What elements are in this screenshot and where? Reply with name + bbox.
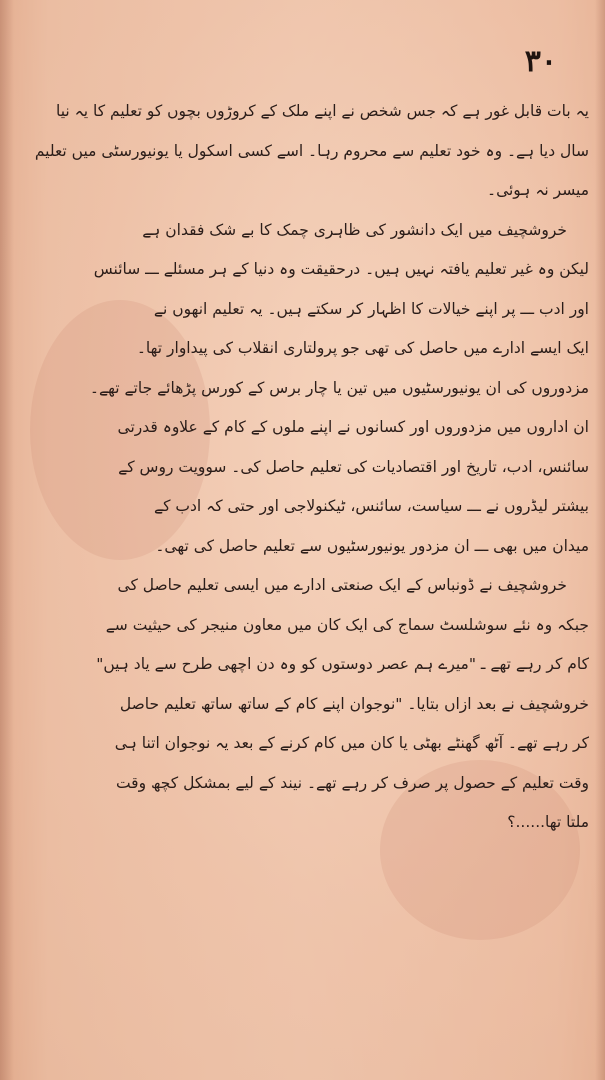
text-line: میدان میں بھی ـــ ان مزدور یونیورسٹیوں سے تعلیم حاصل کی تھی۔ <box>155 536 589 555</box>
text-line: سائنس، ادب، تاریخ اور اقتصادیات کی تعلیم حاصل کی۔ سوویت روس کے <box>118 457 589 476</box>
text-line: ملتا تھا......؟ <box>507 813 589 831</box>
text-line: یہ بات قابل غور ہے کہ جس شخص نے اپنے ملک کے کروڑوں بچوں کو تعلیم کا یہ نیا <box>56 102 589 120</box>
text-line: کر رہے تھے۔ آٹھ گھنٹے بھٹی یا کان میں کام کرنے کے بعد یہ نوجوان اتنا ہی <box>114 734 589 752</box>
text-line: وقت تعلیم کے حصول پر صرف کر رہے تھے۔ نیند کے لیے بمشکل کچھ وقت <box>115 773 589 792</box>
text-line: بیشتر لیڈروں نے ـــ سیاست، سائنس، ٹیکنولاجی اور حتی کہ ادب کے <box>154 497 589 515</box>
paragraph-start-line: خروشچیف نے ڈونباس کے ایک صنعتی ادارے میں ایسی تعلیم حاصل کی <box>117 576 567 594</box>
left-page-edge-shadow <box>0 0 14 1080</box>
text-line: میسر نہ ہوئی۔ <box>486 181 589 199</box>
text-line: مزدوروں کی ان یونیورسٹیوں میں تین یا چار برس کے کورس پڑھائے جاتے تھے۔ <box>89 378 589 397</box>
text-line: سال دیا ہے۔ وہ خود تعلیم سے محروم رہا۔ اسے کسی اسکول یا یونیورسٹی میں تعلیم <box>34 141 589 160</box>
text-line: ایک ایسے ادارے میں حاصل کی تھی جو پرولتاری انقلاب کی پیداوار تھا۔ <box>136 339 589 357</box>
text-line: جبکہ وہ نئے سوشلسٹ سماج کی ایک کان میں معاون منیجر کی حیثیت سے <box>105 615 589 634</box>
text-line: ان اداروں میں مزدوروں اور کسانوں نے اپنے ملوں کے کام کے علاوہ قدرتی <box>117 418 589 436</box>
text-line: کام کر رہے تھے ـ "میرے ہم عصر دوستوں کو وہ دن اچھی طرح سے یاد ہیں" <box>96 655 589 673</box>
right-page-edge-shadow <box>595 0 605 1080</box>
page-number: ۳۰ <box>524 44 557 79</box>
text-line: لیکن وہ غیر تعلیم یافتہ نہیں ہیں۔ درحقیقت وہ دنیا کے ہر مسئلے ـــ سائنس <box>93 260 589 278</box>
paragraph-start-line: خروشچیف میں ایک دانشور کی ظاہری چمک کا بے شک فقدان ہے <box>142 220 567 239</box>
text-line: خروشچیف نے بعد ازاں بتایا۔ "نوجوان اپنے کام کے ساتھ ساتھ تعلیم حاصل <box>119 694 589 713</box>
body-text <box>18 92 589 843</box>
text-line: اور ادب ـــ پر اپنے خیالات کا اظہار کر سکتے ہیں۔ یہ تعلیم انھوں نے <box>153 299 589 318</box>
